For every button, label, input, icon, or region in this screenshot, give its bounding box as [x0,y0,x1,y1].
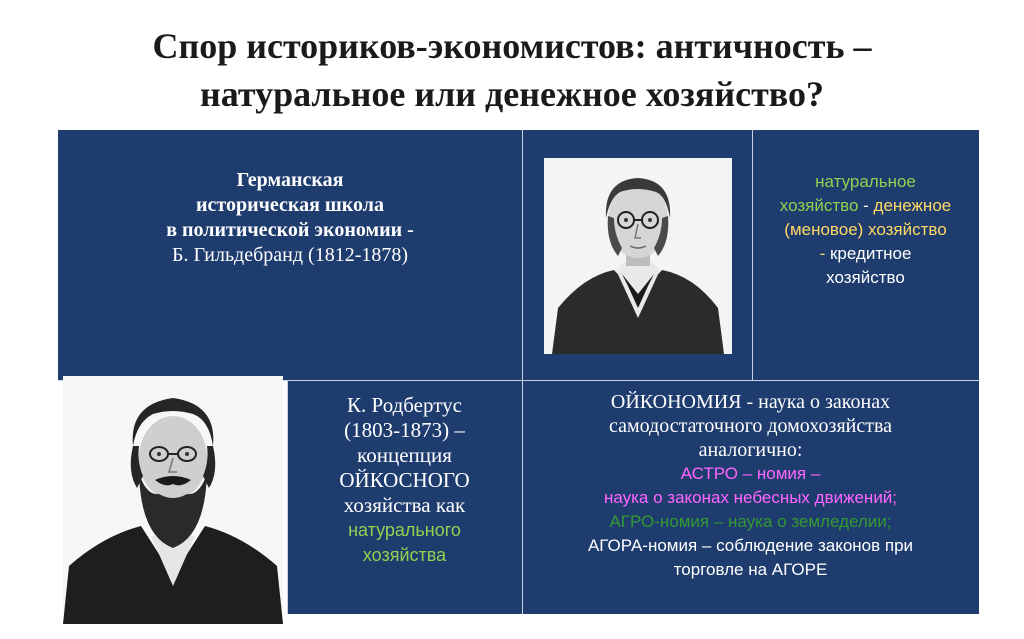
school-cell [58,130,522,380]
rodbertus-line-5: хозяйства как [343,493,466,517]
dash-2: - [819,244,830,263]
natural-word: натуральное [815,172,916,191]
oiko-line-2: самодостаточного домохозяйства [608,415,893,437]
oiko-line-7: АГОРА-номия – соблюдение законов при [587,536,914,555]
portrait-hildebrand-drawing [544,158,732,354]
title-line-2: натуральное или денежное хозяйство? [200,74,824,114]
school-text [58,168,522,268]
money-word: денежное [873,196,952,215]
oiko-line-6: АГРО-номия – наука о земледелии; [609,512,892,531]
dash-1: - [858,196,874,215]
rodbertus-line-2: (1803-1873) – [344,418,465,442]
slide-title [0,22,1024,118]
oiko-line-3: аналогично: [698,439,803,461]
grid-line-v2 [752,130,753,380]
oiko-line-5: наука о законах небесных движений; [603,488,898,507]
portrait-rodbertus-drawing [63,376,283,624]
credit-word-2: хозяйство [826,268,905,287]
rodbertus-line-6: натурального [348,520,461,540]
rodbertus-text [287,393,522,568]
grid-line-v1 [522,130,523,614]
rodbertus-line-4: ОЙКОСНОГО [339,468,470,492]
natural-word-2: хозяйство [779,196,859,215]
oiko-line-1: ОЙКОНОМИЯ - наука о законах [610,391,891,413]
money-word-2: (меновое) хозяйство [784,220,947,239]
economy-types-text [752,170,979,290]
oikonomia-text [522,390,979,582]
economy-types-cell [752,130,979,380]
credit-word: кредитное [829,244,912,263]
rodbertus-line-1: К. Родбертус [347,393,462,417]
rodbertus-line-3: концепция [357,443,452,467]
oiko-line-8: торговле на АГОРЕ [673,560,828,579]
portrait-hildebrand [544,158,732,354]
rodbertus-line-7: хозяйства [362,545,447,565]
portrait-rodbertus [63,376,283,624]
title-line-1: Спор историков-экономистов: античность – [152,26,872,66]
oiko-line-4: АСТРО – номия – [680,464,821,483]
oikonomia-cell [522,380,979,614]
school-line-1: Германская [236,169,344,191]
grid-line-v3 [287,380,288,614]
school-line-3: в политической экономии - [166,219,414,241]
school-line-2: историческая школа [195,194,385,216]
school-author: Б. Гильдебранд (1812-1878) [171,244,409,266]
rodbertus-cell [287,380,522,614]
